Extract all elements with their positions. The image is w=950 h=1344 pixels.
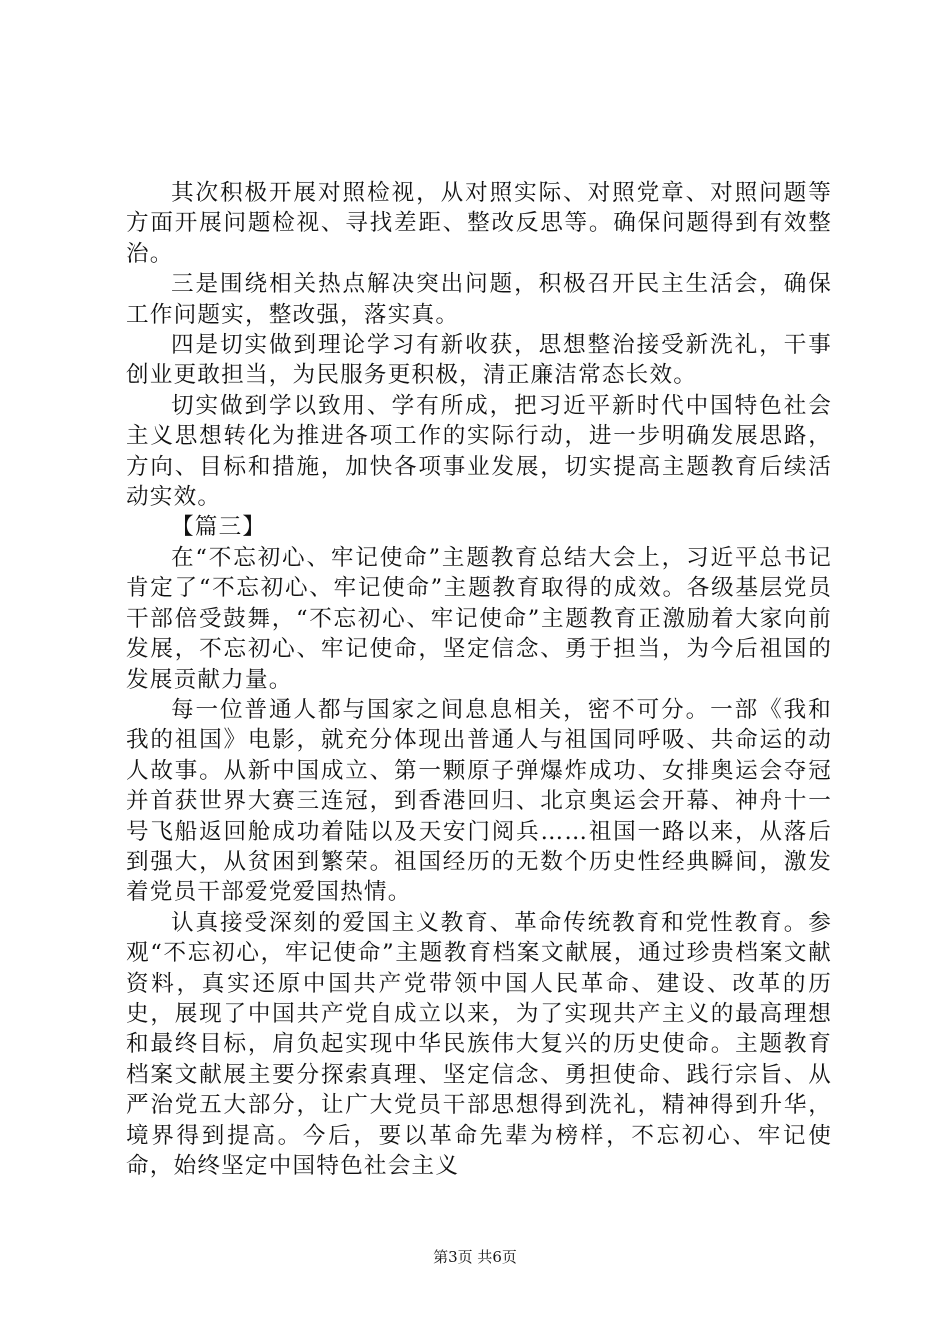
text-line: 到有效整治。 bbox=[126, 210, 832, 267]
text-line: 其次积极开展对照检视，从对照实际、对照党章、对照问 bbox=[171, 180, 784, 206]
page-footer: 第3页 共6页 bbox=[433, 1248, 517, 1266]
text-line: 义的最高理想和最终目标，肩负起实现中华民族伟大复兴的历 bbox=[126, 1000, 832, 1058]
text-line: 辈为榜样，不忘初心、牢记使命，始终坚定中国特色社会主义 bbox=[126, 1122, 832, 1179]
text-line: 题等方面开展问题检视、寻找差距、整改反思等。确保问题得 bbox=[126, 180, 833, 237]
paragraph-1 bbox=[126, 178, 832, 269]
text-line: 育正激励着大家向前发展，不忘初心、牢记使命，坚定信念、 bbox=[126, 605, 832, 663]
section-title: 【篇三】 bbox=[171, 514, 267, 541]
text-line: 运会开幕、神舟十一号飞船返回舱成功着陆以及天安门阅兵… bbox=[126, 788, 832, 845]
text-line: 确保工作问题实，整改强，落实真。 bbox=[126, 271, 833, 328]
paragraph-2 bbox=[126, 269, 832, 330]
text-line: 女排奥运会夺冠并首获世界大赛三连冠，到香港回归、北京奥 bbox=[126, 757, 832, 815]
text-line: 改革的历史，展现了中国共产党自成立以来，为了实现共产主 bbox=[126, 970, 832, 1027]
text-line: 在“不忘初心、牢记使命”主题教育总结大会上，习近平 bbox=[171, 544, 760, 571]
text-line: 每一位普通人都与国家之间息息相关，密不可分。一部 bbox=[171, 696, 760, 723]
text-line: 档案文献资料，真实还原中国共产党带领中国人民革命、建设、 bbox=[126, 940, 832, 997]
paragraph-6 bbox=[126, 695, 832, 908]
text-line: 参观“不忘初心，牢记使命”主题教育档案文献展，通过珍贵 bbox=[126, 909, 832, 967]
text-line: 无数个历史性经典瞬间，激发着党员干部爱党爱国热情。 bbox=[126, 848, 832, 906]
text-line: 勇于担当，为今后祖国的发展贡献力量。 bbox=[126, 636, 832, 693]
text-line: 《我和我的祖国》电影，就充分体现出普通人与祖国同呼吸、 bbox=[126, 696, 832, 754]
text-line: 社会主义思想转化为推进各项工作的实际行动，进一步明确发 bbox=[126, 392, 833, 450]
text-line: 得到洗礼，精神得到升华，境界得到提高。今后，要以革命先 bbox=[126, 1092, 833, 1149]
text-line: 干事创业更敢担当，为民服务更积极，清正廉洁常态长效。 bbox=[126, 332, 833, 389]
paragraph-3 bbox=[126, 330, 832, 391]
text-line: 总书记肯定了“不忘初心、牢记使命”主题教育取得的成效。 bbox=[126, 544, 832, 602]
text-line: 担使命、践行宗旨、从严治党五大部分，让广大党员干部思想 bbox=[126, 1061, 832, 1119]
section-heading bbox=[126, 512, 832, 542]
text-line: 四是切实做到理论学习有新收获，思想整治接受新洗礼， bbox=[171, 332, 784, 359]
text-line: …祖国一路以来，从落后到强大，从贫困到繁荣。祖国经历的 bbox=[126, 818, 832, 875]
text-line: 认真接受深刻的爱国主义教育、革命传统教育和党性教育。 bbox=[171, 909, 809, 936]
text-line: 题教育后续活动实效。 bbox=[126, 453, 832, 511]
text-line: 史使命。主题教育档案文献展主要分探索真理、坚定信念、勇 bbox=[126, 1031, 832, 1088]
text-line: 三是围绕相关热点解决突出问题，积极召开民主生活会， bbox=[171, 271, 784, 298]
text-line: 切实做到学以致用、学有所成，把习近平新时代中国特色 bbox=[171, 392, 784, 419]
document-body bbox=[126, 178, 832, 1181]
paragraph-7 bbox=[126, 908, 832, 1182]
text-line: 各级基层党员干部倍受鼓舞，“不忘初心、牢记使命”主题教 bbox=[126, 575, 833, 632]
text-line: 展思路，方向、目标和措施，加快各项事业发展，切实提高主 bbox=[126, 423, 832, 480]
paragraph-4 bbox=[126, 391, 832, 513]
paragraph-5 bbox=[126, 543, 832, 695]
text-line: 共命运的动人故事。从新中国成立、第一颗原子弹爆炸成功、 bbox=[126, 727, 832, 784]
